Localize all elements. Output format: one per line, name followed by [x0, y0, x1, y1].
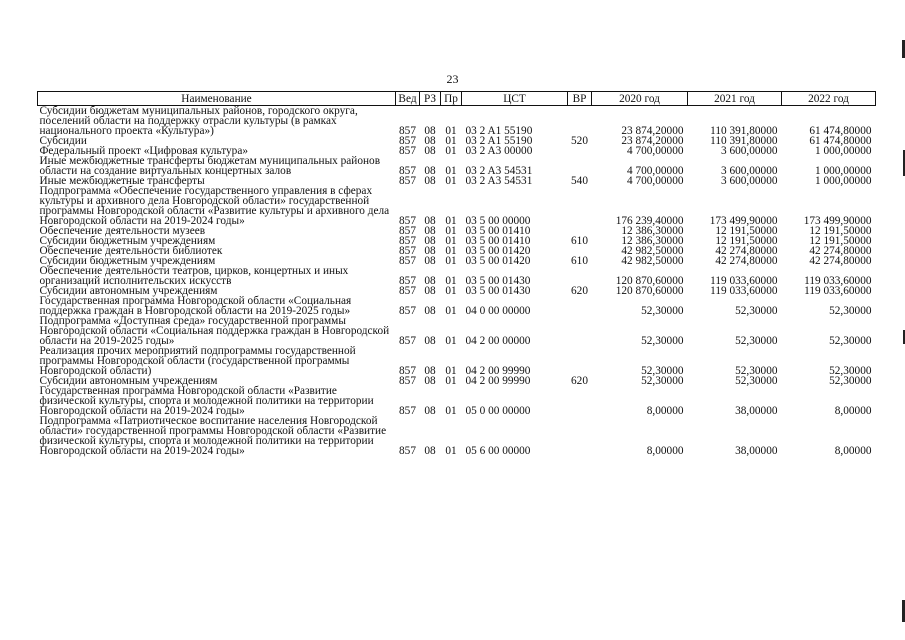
row-ved: 857 — [399, 445, 416, 457]
row-amount-2022: 42 274,80000 — [809, 245, 872, 257]
row-vr — [568, 316, 592, 346]
row-amount-2022: 1 000,00000 — [815, 175, 872, 187]
row-pr: 01 — [445, 165, 457, 177]
row-amount-2022: 119 033,60000 — [804, 275, 872, 287]
row-vr: 620 — [571, 285, 588, 297]
row-rz: 08 — [424, 305, 436, 317]
row-rz: 08 — [424, 445, 436, 457]
row-rz: 08 — [424, 235, 436, 247]
row-amount-2021: 110 391,80000 — [710, 125, 778, 137]
row-amount-2021: 3 600,00000 — [721, 165, 778, 177]
row-amount-2022: 52,30000 — [829, 305, 872, 317]
row-cst: 04 2 00 99990 — [465, 375, 531, 387]
row-rz: 08 — [424, 215, 436, 227]
row-amount-2021: 52,30000 — [735, 335, 778, 347]
row-amount-2022: 52,30000 — [829, 335, 872, 347]
row-amount-2022: 52,30000 — [829, 375, 872, 387]
row-vr — [568, 386, 592, 416]
row-amount-2021: 52,30000 — [735, 305, 778, 317]
row-amount-2020: 23 874,20000 — [621, 125, 684, 137]
row-amount-2021: 42 274,80000 — [715, 255, 778, 267]
table-header — [38, 92, 876, 106]
row-vr — [568, 146, 592, 156]
row-vr: 610 — [571, 235, 588, 247]
row-ved: 857 — [399, 145, 416, 157]
row-name: Иные межбюджетные трансферты бюджетам муниципальных районов области на создание виртуальных концертных залов — [39, 155, 381, 177]
row-ved: 857 — [399, 125, 416, 137]
row-amount-2020: 12 386,30000 — [621, 235, 684, 247]
row-ved: 857 — [399, 365, 416, 377]
row-ved: 857 — [399, 335, 416, 347]
row-name: Иные межбюджетные трансферты — [39, 175, 205, 187]
row-amount-2020: 12 386,30000 — [621, 225, 684, 237]
row-name: Государственная программа Новгородской области «Развитие физической культуры, спорта и молодежной политики на территории Новгородской области на 2019-2024 годы» — [39, 385, 374, 417]
row-amount-2020: 52,30000 — [641, 375, 684, 387]
row-pr: 01 — [445, 405, 457, 417]
row-rz: 08 — [424, 245, 436, 257]
row-rz: 08 — [424, 375, 436, 387]
header-cst: ЦСТ — [462, 92, 568, 106]
table-body — [38, 106, 876, 457]
row-cst: 03 5 00 01430 — [465, 275, 531, 287]
header-rz: РЗ — [420, 92, 441, 106]
table-row — [38, 186, 876, 226]
row-amount-2022: 12 191,50000 — [809, 225, 872, 237]
row-name: Обеспечение деятельности музеев — [39, 225, 206, 237]
row-amount-2021: 42 274,80000 — [715, 245, 778, 257]
row-ved: 857 — [399, 405, 416, 417]
row-amount-2020: 42 982,50000 — [621, 245, 684, 257]
row-amount-2020: 23 874,20000 — [621, 135, 684, 147]
row-pr: 01 — [445, 175, 457, 187]
row-name: Субсидии автономным учреждениям — [39, 375, 218, 387]
row-amount-2020: 4 700,00000 — [627, 165, 684, 177]
row-vr: 620 — [571, 375, 588, 387]
row-cst: 03 5 00 01420 — [465, 245, 531, 257]
row-ved: 857 — [399, 275, 416, 287]
header-pr: Пр — [441, 92, 462, 106]
row-amount-2021: 52,30000 — [735, 365, 778, 377]
row-cst: 03 2 A1 55190 — [465, 125, 533, 137]
page-number: 23 — [446, 72, 459, 86]
row-ved: 857 — [399, 165, 416, 177]
table-row — [38, 346, 876, 376]
row-amount-2020: 120 870,60000 — [615, 285, 684, 297]
row-rz: 08 — [424, 405, 436, 417]
header-vr: ВР — [568, 92, 592, 106]
row-amount-2022: 61 474,80000 — [809, 125, 872, 137]
row-amount-2022: 119 033,60000 — [804, 285, 872, 297]
row-name: Субсидии — [39, 135, 87, 147]
row-amount-2022: 8,00000 — [834, 445, 872, 457]
row-vr — [568, 296, 592, 316]
row-vr — [568, 346, 592, 376]
row-rz: 08 — [424, 165, 436, 177]
row-rz: 08 — [424, 225, 436, 237]
row-name: Подпрограмма «Доступная среда» государственной программы Новгородской области «Социальная поддержка граждан в Новгородской области на 2019-2025 годы» — [39, 315, 390, 347]
budget-table — [37, 91, 876, 456]
row-pr: 01 — [445, 305, 457, 317]
row-cst: 03 5 00 01410 — [465, 235, 531, 247]
row-ved: 857 — [399, 305, 416, 317]
row-amount-2020: 4 700,00000 — [627, 145, 684, 157]
row-name: Обеспечение деятельности библиотек — [39, 245, 223, 257]
row-cst: 05 0 00 00000 — [465, 405, 531, 417]
row-rz: 08 — [424, 285, 436, 297]
row-cst: 03 5 00 01410 — [465, 225, 531, 237]
row-rz: 08 — [424, 255, 436, 267]
row-amount-2020: 4 700,00000 — [627, 175, 684, 187]
row-ved: 857 — [399, 215, 416, 227]
row-pr: 01 — [445, 365, 457, 377]
row-amount-2021: 173 499,90000 — [709, 215, 778, 227]
row-amount-2021: 52,30000 — [735, 375, 778, 387]
header-name: Наименование — [38, 92, 396, 106]
row-ved: 857 — [399, 135, 416, 147]
row-cst: 05 6 00 00000 — [465, 445, 531, 457]
row-cst: 04 2 00 00000 — [465, 335, 531, 347]
row-pr: 01 — [445, 245, 457, 257]
row-cst: 03 2 A1 55190 — [465, 135, 533, 147]
row-pr: 01 — [445, 445, 457, 457]
table-row — [38, 386, 876, 416]
row-vr — [568, 156, 592, 176]
row-rz: 08 — [424, 275, 436, 287]
row-cst: 03 5 00 01430 — [465, 285, 531, 297]
row-amount-2020: 42 982,50000 — [621, 255, 684, 267]
row-name: Федеральный проект «Цифровая культура» — [39, 145, 248, 157]
row-vr — [568, 106, 592, 137]
row-rz: 08 — [424, 145, 436, 157]
row-pr: 01 — [445, 145, 457, 157]
table-row — [38, 416, 876, 456]
row-name: Субсидии бюджетным учреждениям — [39, 255, 216, 267]
row-pr: 01 — [445, 235, 457, 247]
row-cst: 03 2 A3 54531 — [465, 175, 533, 187]
row-ved: 857 — [399, 255, 416, 267]
row-pr: 01 — [445, 125, 457, 137]
row-name: Подпрограмма «Обеспечение государственного управления в сферах культуры и архивного дела Новгородской области» государственной программы Новгородской области «Развитие культуры и архивного дела Новгородской области на 2019-2024 годы» — [39, 185, 390, 227]
table-row — [38, 316, 876, 346]
row-vr: 540 — [571, 175, 588, 187]
row-pr: 01 — [445, 285, 457, 297]
row-pr: 01 — [445, 215, 457, 227]
row-cst: 03 5 00 01420 — [465, 255, 531, 267]
row-name: Реализация прочих мероприятий подпрограммы государственной программы Новгородской области (государственной программы Новгородской области) — [39, 345, 356, 377]
table-row — [38, 156, 876, 176]
row-name: Субсидии автономным учреждениям — [39, 285, 218, 297]
row-cst: 03 2 A3 00000 — [465, 145, 533, 157]
row-amount-2021: 119 033,60000 — [710, 275, 778, 287]
row-name: Обеспечение деятельности театров, цирков, концертных и иных организаций исполнительских искусств — [39, 265, 349, 287]
row-vr: 520 — [571, 135, 588, 147]
row-amount-2020: 120 870,60000 — [615, 275, 684, 287]
row-name: Субсидии бюджетным учреждениям — [39, 235, 216, 247]
row-name: Государственная программа Новгородской области «Социальная поддержка граждан в Новгородской области на 2019-2025 годы» — [39, 295, 352, 317]
row-pr: 01 — [445, 225, 457, 237]
row-ved: 857 — [399, 375, 416, 387]
header-ved: Вед — [396, 92, 420, 106]
row-vr — [568, 416, 592, 456]
row-pr: 01 — [445, 335, 457, 347]
row-pr: 01 — [445, 135, 457, 147]
row-cst: 03 2 A3 54531 — [465, 165, 533, 177]
row-vr — [568, 186, 592, 226]
row-amount-2021: 119 033,60000 — [710, 285, 778, 297]
header-2021: 2021 год — [688, 92, 782, 106]
row-amount-2020: 52,30000 — [641, 335, 684, 347]
row-amount-2021: 3 600,00000 — [721, 175, 778, 187]
row-amount-2021: 12 191,50000 — [715, 225, 778, 237]
table-row — [38, 106, 876, 137]
header-row — [38, 92, 876, 106]
row-rz: 08 — [424, 175, 436, 187]
row-amount-2021: 38,00000 — [735, 405, 778, 417]
row-amount-2020: 52,30000 — [641, 365, 684, 377]
row-amount-2021: 12 191,50000 — [715, 235, 778, 247]
row-amount-2022: 8,00000 — [834, 405, 872, 417]
row-rz: 08 — [424, 135, 436, 147]
row-rz: 08 — [424, 125, 436, 137]
row-amount-2020: 176 239,40000 — [615, 215, 684, 227]
row-amount-2022: 1 000,00000 — [815, 165, 872, 177]
row-amount-2021: 110 391,80000 — [710, 135, 778, 147]
row-cst: 03 5 00 00000 — [465, 215, 531, 227]
table-row — [38, 296, 876, 316]
row-amount-2020: 8,00000 — [646, 405, 684, 417]
row-ved: 857 — [399, 175, 416, 187]
row-pr: 01 — [445, 275, 457, 287]
row-amount-2022: 173 499,90000 — [803, 215, 872, 227]
row-pr: 01 — [445, 255, 457, 267]
row-name: Подпрограмма «Патриотическое воспитание населения Новгородской области» государственной программы Новгородской области «Развитие физической культуры, спорта и молодежной политики на территории Новгородской области на 2019-2024 годы» — [39, 415, 387, 457]
row-vr — [568, 266, 592, 286]
row-amount-2022: 52,30000 — [829, 365, 872, 377]
row-cst: 04 0 00 00000 — [465, 305, 531, 317]
row-pr: 01 — [445, 375, 457, 387]
header-2020: 2020 год — [592, 92, 688, 106]
row-vr: 610 — [571, 255, 588, 267]
row-name: Субсидии бюджетам муниципальных районов, городского округа, поселений области на поддержку отрасли культуры (в рамках национального проекта «Культура») — [39, 105, 358, 137]
row-ved: 857 — [399, 235, 416, 247]
row-ved: 857 — [399, 285, 416, 297]
row-amount-2022: 42 274,80000 — [809, 255, 872, 267]
row-rz: 08 — [424, 365, 436, 377]
row-amount-2021: 38,00000 — [735, 445, 778, 457]
row-amount-2022: 1 000,00000 — [815, 145, 872, 157]
row-ved: 857 — [399, 245, 416, 257]
row-amount-2022: 61 474,80000 — [809, 135, 872, 147]
table-row — [38, 266, 876, 286]
row-ved: 857 — [399, 225, 416, 237]
row-amount-2022: 12 191,50000 — [809, 235, 872, 247]
row-rz: 08 — [424, 335, 436, 347]
row-amount-2020: 8,00000 — [646, 445, 684, 457]
row-amount-2021: 3 600,00000 — [721, 145, 778, 157]
header-2022: 2022 год — [782, 92, 876, 106]
row-amount-2020: 52,30000 — [641, 305, 684, 317]
row-cst: 04 2 00 99990 — [465, 365, 531, 377]
